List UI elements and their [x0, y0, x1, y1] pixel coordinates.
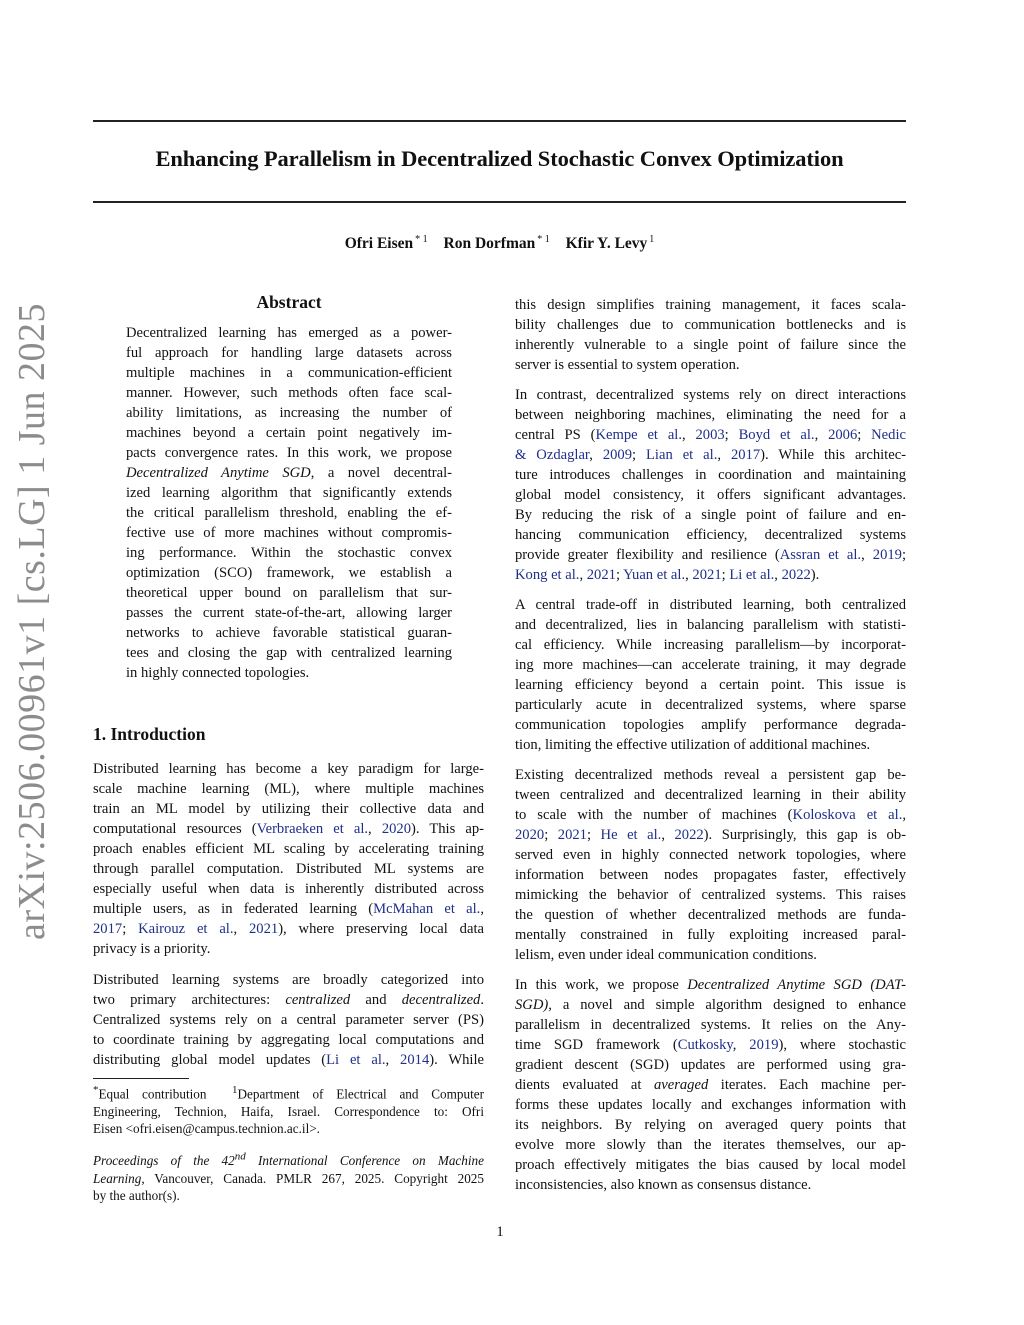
text-line: parallelism in decentralized systems. It relies on the Any- — [515, 1017, 906, 1033]
text-line: information between nodes propagates faster, effectively — [515, 867, 906, 883]
text-line: the critical parallelism threshold, enabling the ef- — [126, 505, 452, 521]
text-line: Distributed learning systems are broadly categorized into — [93, 972, 484, 988]
text-line: cal efficiency. While increasing parallelism—by incorporat- — [515, 637, 906, 653]
text-line: Learning, Vancouver, Canada. PMLR 267, 2025. Copyright 2025 — [93, 1170, 484, 1186]
text-line: *Equal contribution $^1$Department of Electrical and Computer — [93, 1084, 484, 1102]
text-line: by the author(s). — [93, 1188, 180, 1204]
text-line: proach enables efficient ML scaling by accelerating training — [93, 841, 484, 857]
paper-title: Enhancing Parallelism in Decentralized Stochastic Convex Optimization — [155, 146, 844, 171]
right-paragraph-4 — [515, 765, 906, 965]
citation-link[interactable]: Nedic — [871, 427, 906, 443]
citation-link[interactable]: Boyd et al. — [738, 427, 815, 443]
text-line: its neighbors. By relying on averaged query points that — [515, 1117, 906, 1133]
text-line: two primary architectures: centralized and decentralized. — [93, 992, 484, 1008]
citation-link[interactable]: He et al. — [600, 827, 662, 843]
citation-link[interactable]: 2017 — [93, 921, 123, 937]
page-number: 1 — [496, 1224, 504, 1240]
author-affiliation-mark: 1 — [649, 234, 655, 245]
footnote-proceedings — [93, 1149, 484, 1205]
text-line: forms these updates locally and exchanges information with — [515, 1097, 906, 1113]
citation-link[interactable]: 2019 — [872, 547, 902, 563]
intro-paragraph-1 — [93, 759, 484, 959]
right-paragraph-2 — [515, 385, 906, 585]
section-heading-introduction: 1. Introduction — [93, 724, 206, 744]
citation-link[interactable]: Li et al. — [326, 1052, 386, 1068]
citation-link[interactable]: 2020 — [381, 821, 411, 837]
text-line: mentally constrained in fully exploiting increased paral- — [515, 927, 906, 943]
citation-link[interactable]: McMahan et al. — [373, 901, 481, 917]
text-line: to scale with the number of machines (Koloskova et al., — [515, 807, 906, 823]
right-paragraph-3 — [515, 595, 906, 755]
text-line: ing more machines—can accelerate training, it may degrade — [515, 657, 906, 673]
author-list — [93, 234, 906, 253]
text-line: provide greater flexibility and resilience (Assran et al., 2019; — [515, 547, 907, 563]
arxiv-identifier-sidebar: arXiv:2506.00961v1 [cs.LG] 1 Jun 2025 — [11, 303, 53, 940]
author-affiliation-mark: * 1 — [415, 234, 428, 245]
text-line: proach effectively mitigates the bias caused by local model — [515, 1157, 906, 1173]
author-name: Ofri Eisen — [344, 235, 414, 253]
text-line: A central trade-off in distributed learning, both centralized — [515, 597, 906, 613]
text-line: 2017; Kairouz et al., 2021), where preserving local data — [93, 921, 484, 937]
citation-link[interactable]: 2006 — [828, 427, 858, 443]
abstract-heading: Abstract — [256, 292, 322, 312]
footnote-rule — [93, 1078, 189, 1079]
text-line: optimization (SCO) framework, we establish a — [126, 565, 452, 581]
text-line: through parallel computation. Distributed ML systems are — [93, 861, 484, 877]
text-line: In contrast, decentralized systems rely on direct interactions — [515, 387, 906, 403]
text-line: particularly acute in decentralized systems, where sparse — [515, 697, 906, 713]
text-line: especially useful when data is inherently distributed across — [93, 881, 484, 897]
citation-link[interactable]: 2021 — [586, 567, 616, 583]
text-line: dients evaluated at averaged iterates. Each machine per- — [515, 1077, 906, 1093]
citation-link[interactable]: Koloskova et al. — [792, 807, 903, 823]
intro-paragraph-2 — [93, 970, 484, 1070]
citation-link[interactable]: 2022 — [781, 567, 811, 583]
citation-link[interactable]: Verbraeken et al. — [256, 821, 369, 837]
text-line: pacts convergence rates. In this work, we propose — [126, 445, 452, 461]
text-line: computational resources (Verbraeken et al., 2020). This ap- — [93, 821, 485, 837]
text-line: Decentralized learning has emerged as a power- — [126, 325, 452, 341]
citation-link[interactable]: 2021 — [249, 921, 279, 937]
method-name-italic: Decentralized Anytime SGD — [126, 465, 311, 481]
text-line: In this work, we propose Decentralized Anytime SGD (DAT- — [515, 977, 906, 993]
title-bottom-rule — [93, 201, 906, 203]
text-line: learning efficiency beyond a certain point. This issue is — [515, 677, 906, 693]
text-line: networks to achieve favorable statistical guaran- — [126, 625, 452, 641]
citation-link[interactable]: 2014 — [400, 1052, 430, 1068]
text-line: global model consistency, it offers significant advantages. — [515, 487, 906, 503]
citation-link[interactable]: 2022 — [674, 827, 704, 843]
right-paragraph-5 — [515, 975, 906, 1195]
abstract-body — [126, 323, 452, 683]
text-line: multiple machines in a communication-efficient — [126, 365, 452, 381]
text-line: Distributed learning has become a key paradigm for large- — [93, 761, 484, 777]
top-rule — [93, 120, 906, 122]
text-line: evolve more slowly than the iterates themselves, our ap- — [515, 1137, 906, 1153]
text-line: to coordinate training by aggregating local computations and — [93, 1032, 484, 1048]
text-line: machines beyond a certain point negatively im- — [126, 425, 452, 441]
text-line: inconsistencies, also known as consensus distance. — [515, 1177, 812, 1193]
citation-link[interactable]: Kong et al. — [515, 567, 580, 583]
text-line: bility challenges due to communication bottlenecks and is — [515, 317, 906, 333]
text-line: served even in highly connected network topologies, where — [515, 847, 906, 863]
text-line: server is essential to system operation. — [515, 357, 740, 373]
text-line: Kong et al., 2021; Yuan et al., 2021; Li et al., 2022). — [515, 567, 820, 583]
text-line: Engineering, Technion, Haifa, Israel. Correspondence to: Ofri — [93, 1103, 484, 1119]
author-name: Ron Dorfman — [443, 235, 536, 253]
text-line: By reducing the risk of a single point of failure and en- — [515, 507, 906, 523]
citation-link[interactable]: 2017 — [730, 447, 761, 463]
text-line: lelism, even under ideal communication conditions. — [515, 947, 817, 963]
footnote-affiliations — [93, 1082, 484, 1138]
text-line: tees and closing the gap with centralized learning — [126, 645, 452, 661]
citation-link[interactable]: Assran et al. — [779, 547, 862, 563]
text-line: this design simplifies training management, it faces scala- — [515, 297, 906, 313]
text-line: Proceedings of the 42nd International Conference on Machine — [93, 1151, 484, 1169]
text-line: communication topologies amplify performance degrada- — [515, 717, 906, 733]
text-line: & Ozdaglar, 2009; Lian et al., 2017). While this architec- — [515, 447, 907, 463]
text-line: Eisen <ofri.eisen@campus.technion.ac.il>. — [93, 1121, 320, 1137]
text-line: inherently vulnerable to a single point of failure since the — [515, 337, 906, 353]
text-line: Existing decentralized methods reveal a persistent gap be- — [515, 767, 906, 783]
text-line: ture introduces challenges in coordination and maintaining — [515, 467, 906, 483]
citation-link[interactable]: 2020 — [515, 827, 545, 843]
citation-link[interactable]: & Ozdaglar — [515, 447, 590, 463]
citation-link[interactable]: 2003 — [695, 427, 725, 443]
author-affiliation-mark: * 1 — [537, 234, 550, 245]
text-line: privacy is a priority. — [93, 941, 211, 957]
citation-link[interactable]: Cutkosky — [677, 1037, 733, 1053]
text-line: ful approach for handling large datasets across — [126, 345, 452, 361]
text-line: hancing communication efficiency, decentralized systems — [515, 527, 906, 543]
text-line: theoretical upper bound on parallelism that sur- — [126, 585, 452, 601]
text-line: scale machine learning (ML), where multiple machines — [93, 781, 484, 797]
text-line: mimicking the behavior of centralized systems. This raises — [515, 887, 906, 903]
text-line: between neighboring machines, eliminating the need for a — [515, 407, 906, 423]
citation-link[interactable]: Lian et al. — [646, 447, 718, 463]
citation-link[interactable]: Li et al. — [729, 567, 775, 583]
text-line: central PS (Kempe et al., 2003; Boyd et al., 2006; Nedic — [515, 427, 906, 443]
author-name: Kfir Y. Levy — [565, 235, 648, 253]
text-line: multiple users, as in federated learning (McMahan et al., — [93, 901, 484, 917]
text-line: tion, limiting the effective utilization of additional machines. — [515, 737, 871, 753]
text-line: ized learning algorithm that significantly extends — [126, 485, 452, 501]
right-paragraph-1 — [515, 295, 906, 375]
citation-link[interactable]: 2021 — [692, 567, 722, 583]
text-line: ability limitations, as increasing the number of — [126, 405, 452, 421]
text-line: Decentralized Anytime SGD, a novel decentral- — [126, 465, 452, 481]
citation-link[interactable]: Kempe et al. — [595, 427, 682, 443]
text-line: time SGD framework (Cutkosky, 2019), where stochastic — [515, 1037, 906, 1053]
text-line: fective use of more machines without compromis- — [126, 525, 452, 541]
text-line: passes the current state-of-the-art, allowing larger — [126, 605, 452, 621]
text-line: ing performance. Within the stochastic convex — [126, 545, 452, 561]
text-line: and decentralized, lies in balancing parallelism with statisti- — [515, 617, 906, 633]
text-line: distributing global model updates (Li et al., 2014). While — [93, 1052, 484, 1068]
citation-link[interactable]: Yuan et al. — [623, 567, 686, 583]
text-line: 2020; 2021; He et al., 2022). Surprisingly, this gap is ob- — [515, 827, 906, 843]
citation-link[interactable]: 2019 — [749, 1037, 779, 1053]
citation-link[interactable]: 2021 — [557, 827, 587, 843]
text-line: in highly connected topologies. — [126, 665, 310, 681]
citation-link[interactable]: 2009 — [602, 447, 632, 463]
text-line: SGD), a novel and simple algorithm designed to enhance — [515, 997, 906, 1013]
text-line: gradient descent (SGD) updates are performed using gra- — [515, 1057, 906, 1073]
text-line: the question of whether decentralized methods are funda- — [515, 907, 906, 923]
text-line: manner. However, such methods often face scal- — [126, 385, 452, 401]
citation-link[interactable]: Kairouz et al. — [138, 921, 234, 937]
text-line: train an ML model by utilizing their collective data and — [93, 801, 484, 817]
text-line: Centralized systems rely on a central parameter server (PS) — [93, 1012, 484, 1028]
text-line: tween centralized and decentralized learning in their ability — [515, 787, 906, 803]
